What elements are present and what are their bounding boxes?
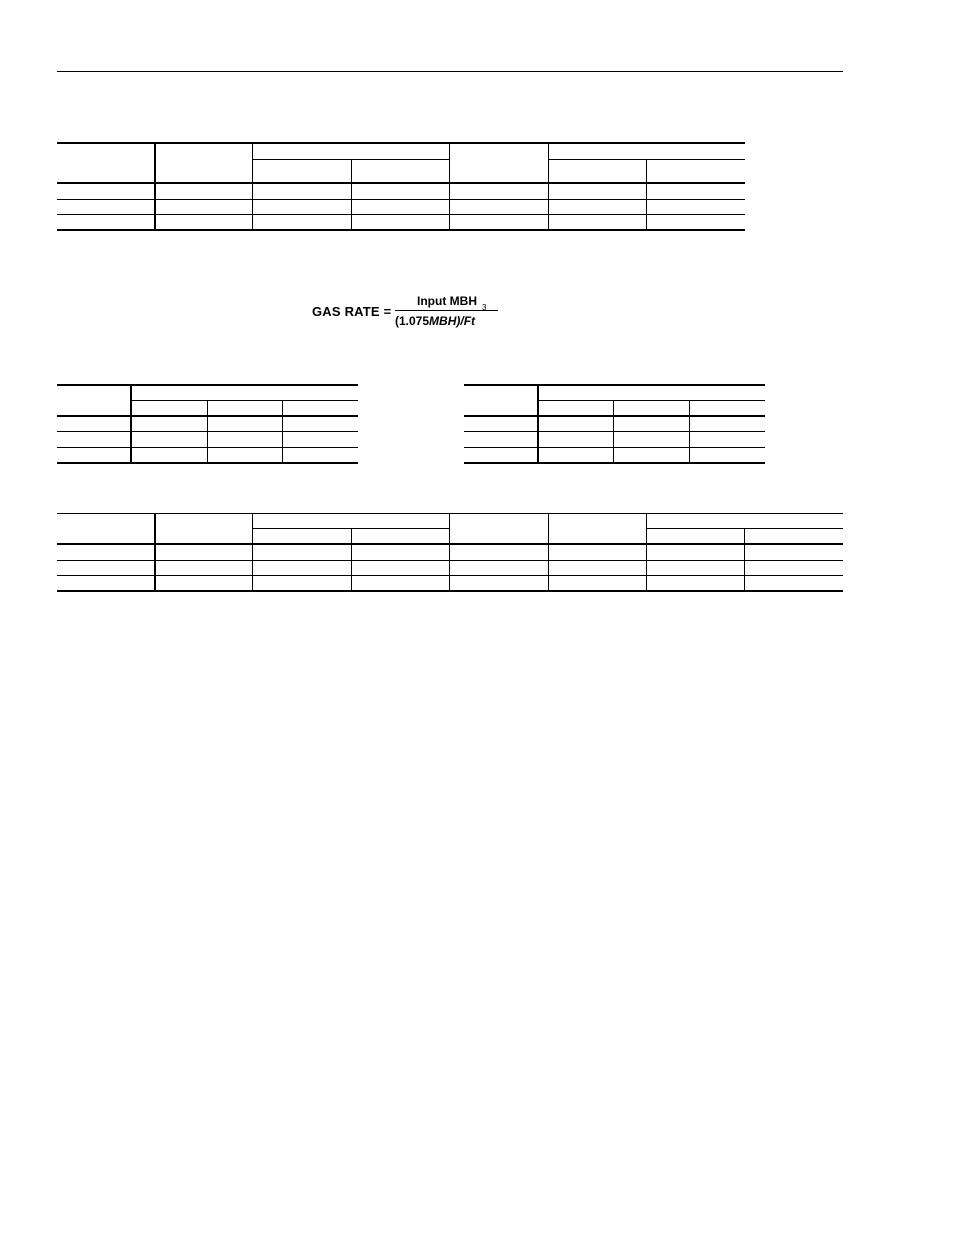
table-horizontal-rule	[57, 590, 843, 592]
table-horizontal-rule	[464, 462, 765, 464]
table-horizontal-rule	[57, 182, 745, 184]
table-vertical-rule	[252, 513, 253, 592]
table-horizontal-rule	[464, 431, 765, 432]
table-vertical-rule	[282, 400, 283, 464]
table-horizontal-rule	[57, 229, 745, 231]
formula-numerator: Input MBH	[417, 294, 477, 308]
table-horizontal-rule	[464, 415, 765, 417]
table-horizontal-rule	[57, 214, 745, 215]
table-vertical-rule	[154, 513, 156, 592]
table-horizontal-rule	[57, 560, 843, 561]
formula-denominator-italic: MBH)/Ft	[429, 314, 476, 328]
table-vertical-rule	[207, 400, 208, 464]
table-4	[57, 513, 843, 593]
table-vertical-rule	[689, 400, 690, 464]
table-vertical-rule	[646, 513, 647, 592]
table-horizontal-rule	[57, 199, 745, 200]
table-vertical-rule	[252, 142, 253, 231]
table-vertical-rule	[548, 142, 549, 231]
formula-exponent: 3	[482, 303, 487, 312]
table-2	[57, 384, 358, 466]
gas-rate-formula	[312, 292, 512, 332]
table-horizontal-rule	[57, 384, 358, 386]
formula-denominator-prefix: (1.075	[395, 314, 430, 328]
table-vertical-rule	[646, 159, 647, 231]
table-horizontal-rule	[57, 575, 843, 576]
table-vertical-rule	[130, 384, 132, 464]
table-vertical-rule	[548, 513, 549, 592]
table-vertical-rule	[449, 142, 450, 231]
table-vertical-rule	[351, 159, 352, 231]
table-vertical-rule	[154, 142, 156, 231]
page-header-rule	[57, 71, 843, 72]
formula-lhs: GAS RATE =	[312, 304, 392, 319]
table-horizontal-rule	[57, 142, 745, 144]
table-horizontal-rule	[131, 400, 358, 401]
table-1	[57, 142, 745, 232]
table-horizontal-rule	[57, 513, 843, 514]
table-vertical-rule	[537, 384, 539, 464]
table-vertical-rule	[613, 400, 614, 464]
table-vertical-rule	[744, 528, 745, 592]
table-vertical-rule	[449, 513, 450, 592]
table-3	[464, 384, 765, 466]
formula-denominator	[395, 314, 475, 328]
table-horizontal-rule	[538, 400, 765, 401]
table-horizontal-rule	[57, 543, 843, 545]
table-horizontal-rule	[464, 447, 765, 448]
table-vertical-rule	[351, 528, 352, 592]
table-horizontal-rule	[464, 384, 765, 386]
